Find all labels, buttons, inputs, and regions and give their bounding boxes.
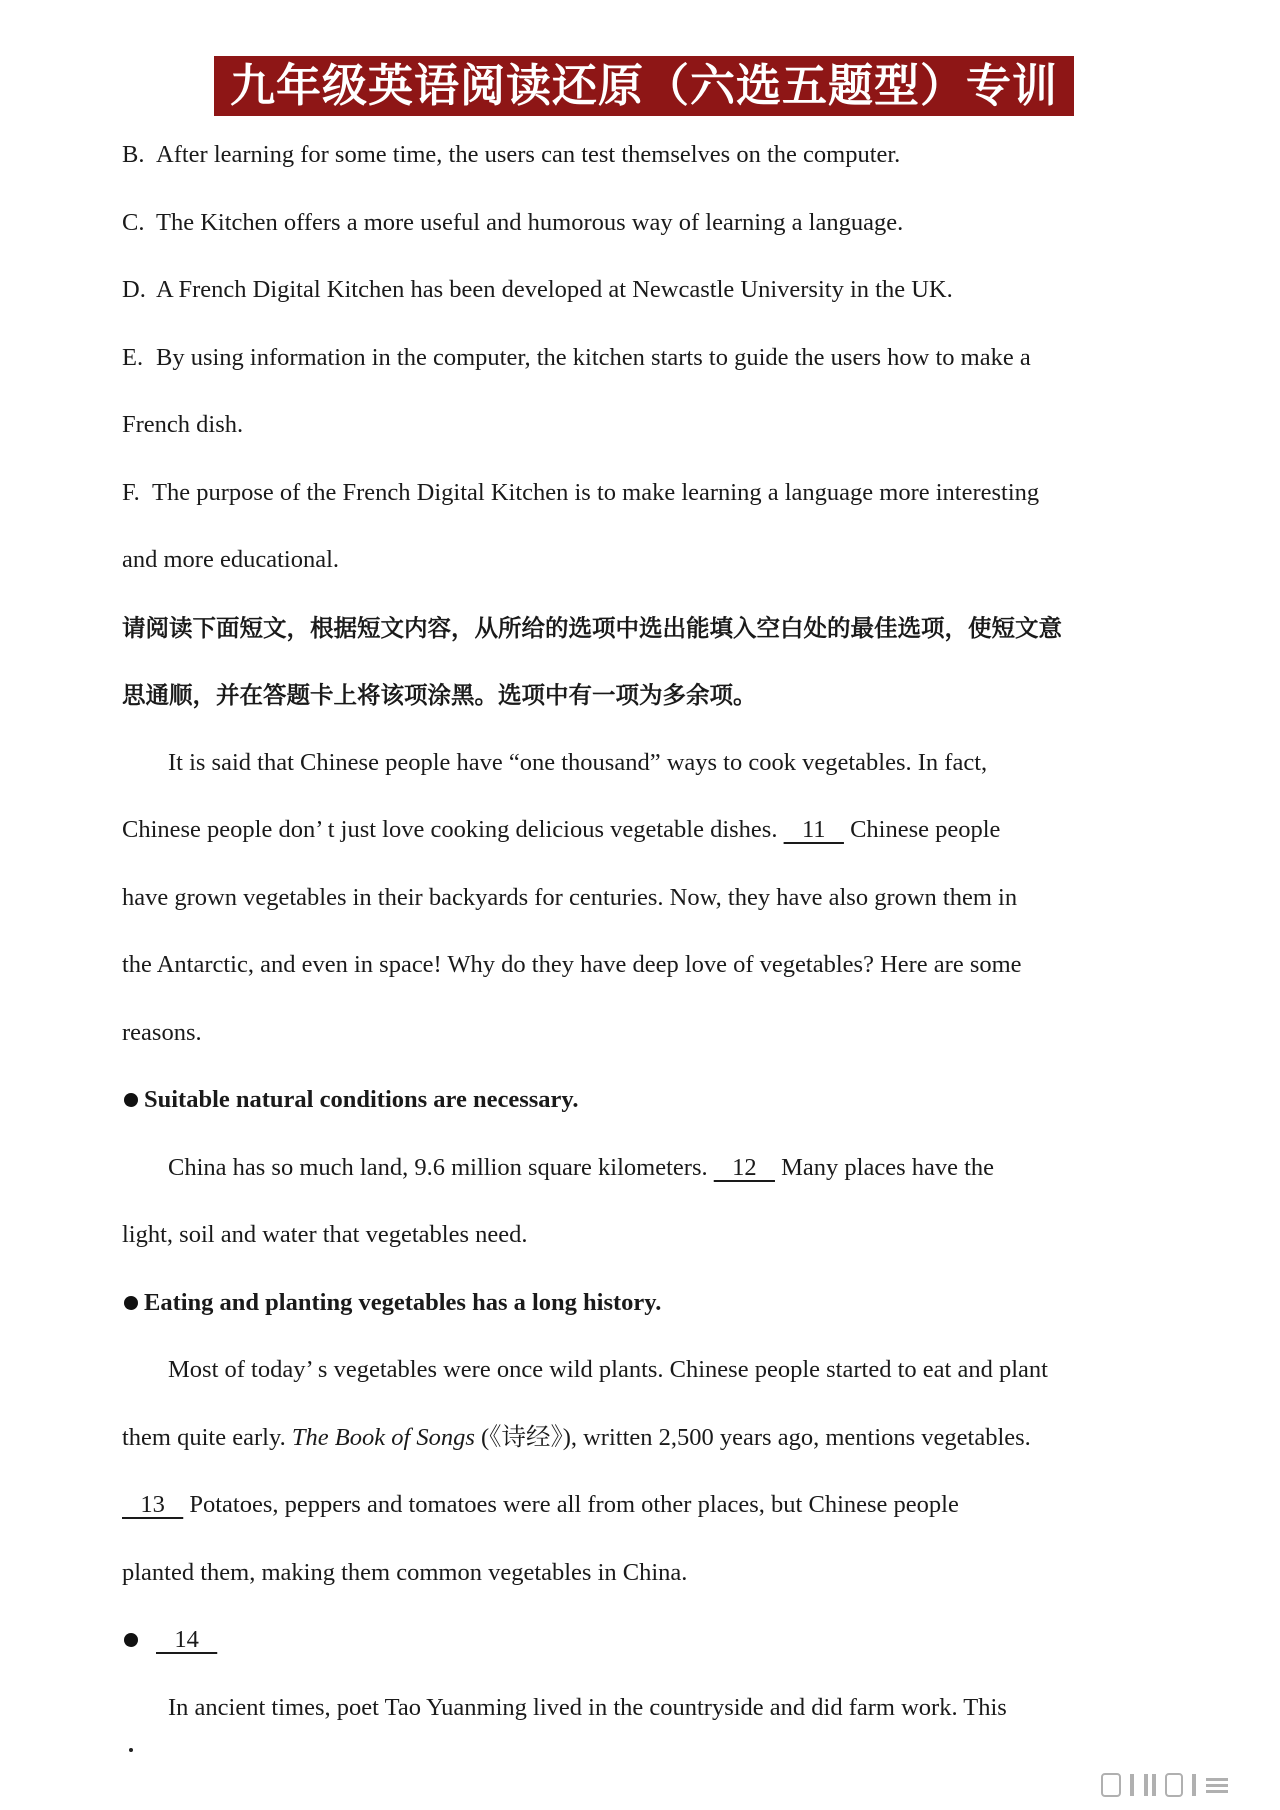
passage-line: have grown vegetables in their backyards for centuries. Now, they have also grown them in bbox=[122, 883, 1018, 911]
passage-line: the Antarctic, and even in space! Why do they have deep love of vegetables? Here are some bbox=[122, 951, 1022, 978]
section-heading bbox=[122, 1272, 1172, 1340]
option-text: The Kitchen offers a more useful and humorous way of learning a language. bbox=[156, 208, 904, 236]
option-letter: D. bbox=[122, 276, 146, 303]
instructions-line-2: 思通顺，并在答题卡上将该项涂黑。选项中有一项为多余项。 bbox=[122, 681, 757, 709]
passage-line bbox=[122, 799, 1172, 867]
option-text: By using information in the computer, the kitchen starts to guide the users how to make a bbox=[156, 343, 1031, 371]
option-b bbox=[122, 124, 1172, 192]
heading-text: Suitable natural conditions are necessary. bbox=[144, 1086, 579, 1113]
option-letter: B. bbox=[122, 141, 145, 168]
blank-13: 13 bbox=[122, 1491, 184, 1518]
passage-text: Many places have the bbox=[774, 1153, 995, 1181]
passage-line: reasons. bbox=[122, 1018, 202, 1046]
option-d bbox=[122, 259, 1172, 327]
passage-line bbox=[122, 1137, 1172, 1205]
option-text: A French Digital Kitchen has been developed at Newcastle University in the UK. bbox=[156, 276, 953, 303]
watermark-icon bbox=[1060, 1770, 1260, 1800]
option-letter: F. bbox=[122, 478, 140, 506]
passage-line: In ancient times, poet Tao Yuanming lived in the countryside and did farm work. This bbox=[168, 1693, 1007, 1721]
stray-dot bbox=[129, 1748, 133, 1752]
passage-text: (《诗经》), written 2,500 years ago, mentions vegetables. bbox=[474, 1423, 1031, 1451]
section-heading bbox=[122, 1609, 1172, 1677]
heading-text: Eating and planting vegetables has a long history. bbox=[144, 1288, 662, 1316]
page-title: 九年级英语阅读还原（六选五题型）专训 bbox=[214, 56, 1074, 116]
blank-14: 14 bbox=[156, 1626, 218, 1653]
blank-12: 12 bbox=[713, 1153, 775, 1181]
option-letter: E. bbox=[122, 343, 144, 371]
option-f bbox=[122, 462, 1172, 530]
passage-text: Chinese people don’ t just love cooking delicious vegetable dishes. bbox=[122, 816, 784, 843]
bullet-icon bbox=[124, 1633, 138, 1647]
passage-line: It is said that Chinese people have “one thousand” ways to cook vegetables. In fact, bbox=[168, 748, 988, 776]
option-e-continued: French dish. bbox=[122, 411, 244, 438]
passage-line: planted them, making them common vegetables in China. bbox=[122, 1558, 688, 1586]
option-f-continued: and more educational. bbox=[122, 546, 340, 573]
passage-line bbox=[122, 1474, 1172, 1542]
passage-text: them quite early. bbox=[122, 1423, 292, 1451]
passage-text: Chinese people bbox=[843, 816, 1001, 843]
option-text: The purpose of the French Digital Kitchen is to make learning a language more interesting bbox=[152, 478, 1040, 506]
bullet-icon bbox=[124, 1093, 138, 1107]
section-heading bbox=[122, 1069, 1172, 1137]
option-letter: C. bbox=[122, 208, 145, 236]
passage-text: China has so much land, 9.6 million square kilometers. bbox=[168, 1153, 714, 1181]
passage-line bbox=[122, 1407, 1172, 1475]
option-e bbox=[122, 327, 1172, 395]
option-text: After learning for some time, the users can test themselves on the computer. bbox=[156, 141, 901, 168]
document-body bbox=[122, 124, 1172, 1744]
instructions-line-1: 请阅读下面短文，根据短文内容，从所给的选项中选出能填入空白处的最佳选项，使短文意 bbox=[122, 613, 1062, 642]
bullet-icon bbox=[124, 1296, 138, 1310]
passage-line: Most of today’ s vegetables were once wild plants. Chinese people started to eat and plant bbox=[168, 1356, 1048, 1383]
book-title: The Book of Songs bbox=[291, 1423, 475, 1451]
passage-line: light, soil and water that vegetables need. bbox=[122, 1221, 528, 1248]
passage-text: Potatoes, peppers and tomatoes were all from other places, but Chinese people bbox=[183, 1491, 959, 1518]
option-c bbox=[122, 192, 1172, 260]
blank-11: 11 bbox=[783, 816, 844, 843]
